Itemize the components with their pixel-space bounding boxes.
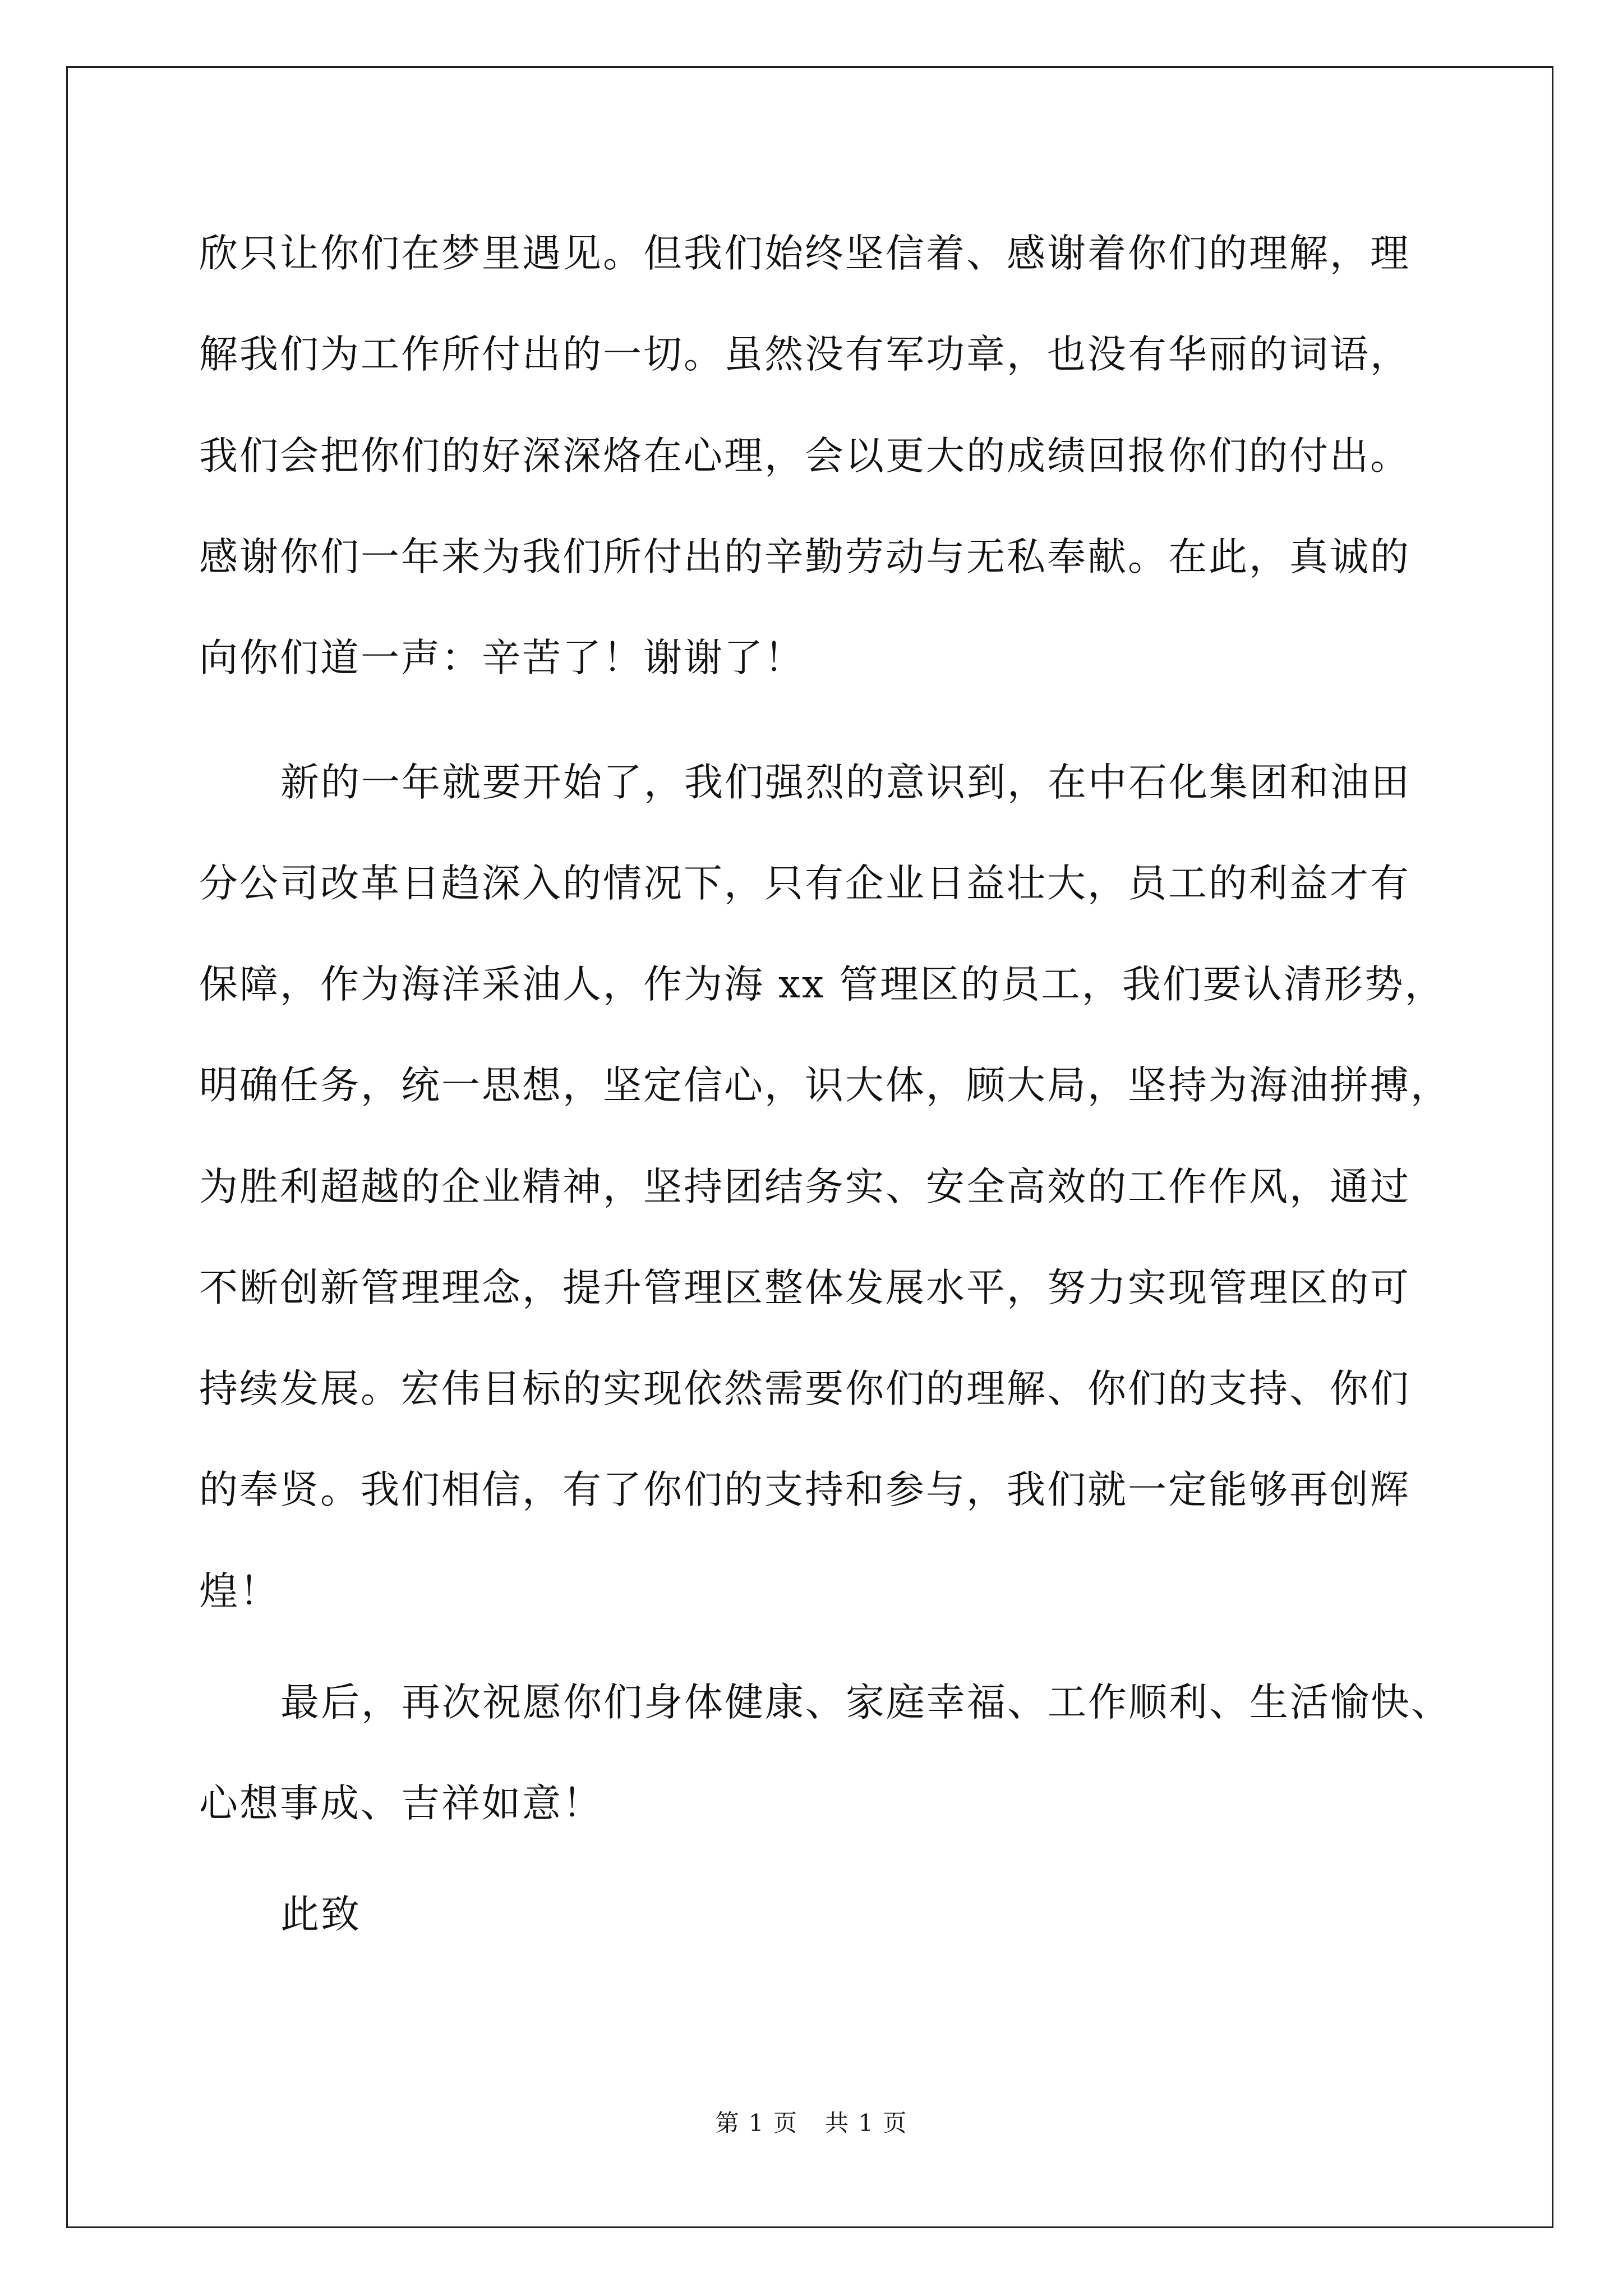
text-line: 向你们道一声：辛苦了！谢谢了！ (199, 636, 805, 680)
text-line: 我们会把你们的好深深烙在心理，会以更大的成绩回报你们的付出。 (199, 434, 1410, 478)
page-total: 共 1 页 (825, 2109, 908, 2137)
paragraph-start-line: 新的一年就要开始了，我们强烈的意识到，在中石化集团和油田 (280, 760, 1411, 805)
text-line: 明确任务，统一思想，坚定信心，识大体，顾大局，坚持为海油拼搏， (199, 1063, 1451, 1108)
text-line: 保障，作为海洋采油人，作为海 xx 管理区的员工，我们要认清形势， (199, 962, 1445, 1007)
text-line: 欣只让你们在梦里遇见。但我们始终坚信着、感谢着你们的理解，理 (199, 231, 1410, 276)
paragraph-start-line: 最后，再次祝愿你们身体健康、家庭幸福、工作顺利、生活愉快、 (280, 1680, 1451, 1725)
text-line: 分公司改革日趋深入的情况下，只有企业日益壮大，员工的利益才有 (199, 861, 1410, 906)
closing-salutation: 此致 (280, 1892, 361, 1937)
text-line: 不断创新管理理念，提升管理区整体发展水平，努力实现管理区的可 (199, 1266, 1410, 1310)
text-line: 煌！ (199, 1569, 280, 1614)
page-footer (0, 2109, 1623, 2137)
page-number: 第 1 页 (715, 2109, 798, 2137)
text-line: 感谢你们一年来为我们所付出的辛勤劳动与无私奉献。在此，真诚的 (199, 535, 1410, 579)
text-line: 解我们为工作所付出的一切。虽然没有军功章，也没有华丽的词语， (199, 332, 1410, 377)
text-line: 为胜利超越的企业精神，坚持团结务实、安全高效的工作作风，通过 (199, 1165, 1410, 1209)
text-line: 的奉贤。我们相信，有了你们的支持和参与，我们就一定能够再创辉 (199, 1467, 1410, 1512)
text-line: 心想事成、吉祥如意！ (199, 1781, 603, 1826)
text-line: 持续发展。宏伟目标的实现依然需要你们的理解、你们的支持、你们 (199, 1366, 1410, 1411)
